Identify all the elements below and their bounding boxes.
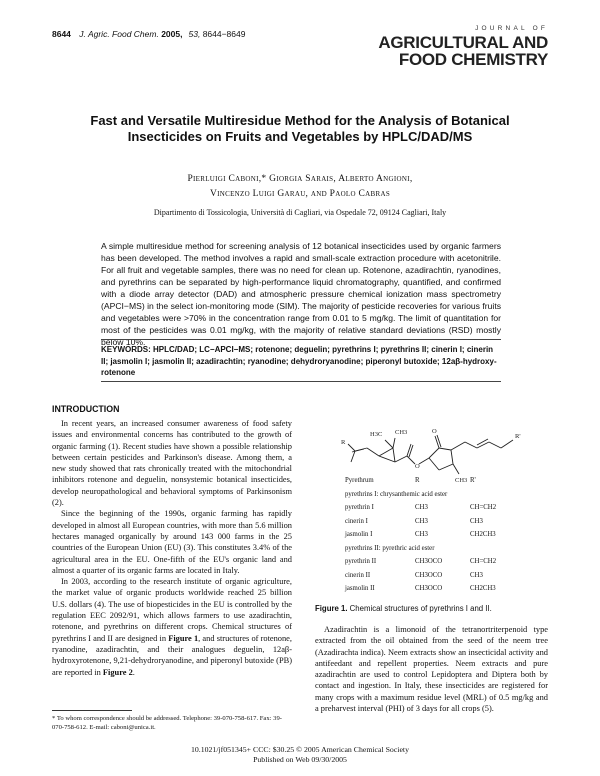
authors-line-1: Pierluigi Caboni,* Giorgia Sarais, Alberto Angioni,: [187, 174, 413, 184]
doi-copyright-line: 10.1021/jf051345+ CCC: $30.25 © 2005 American Chemical Society: [190, 745, 409, 754]
paragraph: Azadirachtin is a limonoid of the tetranortriterpenoid type extracted from the oil obtained from the seed of the neem tree (Azadirachta indica). Neem extracts show an insecticidal activity and antifeedant and repellent properties. Neem extracts and pure azadirachtin are used to control Lepidoptera and Diptera both by contact and ingestion. In Italy, these insecticides are registered for many crops with a maximum residue level (MRL) of 0.5 mg/kg and a preharvest interval (PHI) of 3 days for all crops (5).: [315, 625, 548, 714]
table-cell: CH3OCO: [415, 571, 443, 579]
section-heading-introduction: INTRODUCTION: [52, 404, 120, 414]
figure-caption-text: Chemical structures of pyrethrins I and II.: [349, 604, 492, 613]
journal-logo: [378, 26, 548, 68]
table-row: [345, 555, 535, 569]
table-header-cell: R: [415, 477, 420, 485]
atom-label-r: R: [341, 439, 346, 446]
atom-label-oxygen: O: [432, 428, 437, 435]
table-cell: CH3OCO: [415, 558, 443, 566]
article-title: Fast and Versatile Multiresidue Method for the Analysis of Botanical Insecticides on Fruits and Vegetables by HPLC/DAD/MS: [90, 113, 510, 144]
table-cell: CH2CH3: [470, 585, 496, 593]
table-header-row: [345, 474, 535, 488]
figure-label: Figure 1.: [315, 604, 348, 613]
table-group-label: pyrethrins I: chrysanthemic acid ester: [345, 490, 448, 498]
table-cell: CH=CH2: [470, 504, 497, 512]
running-header: [52, 29, 245, 39]
table-cell: CH3: [470, 517, 483, 525]
paragraph: [52, 576, 292, 678]
right-column-text: [315, 624, 548, 714]
table-cell: CH3: [470, 571, 483, 579]
page-footer: [150, 745, 450, 764]
footnote-rule: [52, 710, 132, 711]
publication-date-line: Published on Web 09/30/2005: [253, 754, 347, 764]
logo-line-2: AGRICULTURAL AND: [378, 32, 548, 52]
paragraph: Since the beginning of the 1990s, organic farming has rapidly developed in almost all European countries, with more than 5.6 million hectares managed organically by around 143 000 farms in the 25 countries of the European Union (EU) (3). This constitutes 3.4% of the agricultural area in the EU. One-fifth of the EU's organic land and almost a quarter of its organic farms are located in Italy.: [52, 509, 292, 575]
left-column-text: [52, 418, 292, 678]
atom-label-ch3: CH3: [455, 477, 468, 484]
table-cell: jasmolin II: [345, 585, 375, 593]
citation-pages: 8644−8649: [202, 29, 246, 39]
table-cell: CH3: [415, 531, 428, 539]
keywords-divider-top: [101, 339, 501, 340]
table-group-label: pyrethrins II: pyrethric acid ester: [345, 544, 435, 552]
paragraph-text: In 2003, according to the research institute of organic agriculture, the market value of organic products worldwide reached 25 billion U.S. dollars (4). The use of biopesticides in the EU is controlled by the regulation EEC 2092/91, which allows farmers to use azadirachtin, rotenone, and pyrethrins on different crops. Chemical structures of pyrethrins I and II are designed in: [52, 577, 292, 643]
table-row: [345, 528, 535, 542]
table-header-cell: R': [470, 477, 476, 485]
figure-1-link[interactable]: Figure 1: [168, 633, 199, 643]
table-cell: CH3: [415, 504, 428, 512]
paragraph: In recent years, an increased consumer awareness of food safety issues and environmental concerns has contributed to the growth of organic farming (1). Recent studies have shown a possible relationship between certain pesticides and Parkinson's disease. Among them, a new study showed that rats chronically treated with the mitochondrial inhibitors rotenone and deguelin, nonsystemic botanical insecticides, develop neuropathological and behavioral symptoms of Parkinsonism (2).: [52, 419, 292, 508]
table-cell: CH3OCO: [415, 585, 443, 593]
pyrethrin-substituent-table: [345, 474, 535, 596]
table-cell: jasmolin I: [345, 531, 373, 539]
paragraph-text: , and structures of rotenone, ryanodine, azadirachtin, and their analogues deguelin, 12aβ-hydroxyrotenone, 9,21-dehydroryanodine, and piperonyl butoxide (PB) are reported in: [52, 633, 292, 677]
paragraph-text: .: [132, 667, 135, 677]
table-cell: cinerin I: [345, 517, 368, 525]
logo-line-1: JOURNAL OF: [475, 25, 548, 32]
journal-abbrev: J. Agric. Food Chem.: [79, 29, 159, 39]
keywords-label: KEYWORDS:: [101, 345, 151, 354]
affiliation: Dipartimento di Tossicologia, Università di Cagliari, via Ospedale 72, 09124 Cagliari, Italy: [153, 208, 447, 217]
page-number: 8644: [52, 29, 71, 39]
table-cell: pyrethrin I: [345, 504, 374, 512]
figure-caption: [315, 604, 492, 613]
correspondence-footnote: * To whom correspondence should be addressed. Telephone: 39-070-758-617. Fax: 39-070-758-612. E-mail: caboni@unica.it.: [52, 715, 282, 731]
citation-year: 2005,: [161, 29, 183, 39]
figure-2-link[interactable]: Figure 2: [102, 667, 133, 677]
table-cell: CH3: [415, 517, 428, 525]
table-cell: cinerin II: [345, 571, 371, 579]
keywords-divider-bottom: [101, 381, 501, 382]
author-list: [80, 172, 520, 202]
atom-label-ch3: CH3: [395, 429, 408, 436]
abstract: A simple multiresidue method for screening analysis of 12 botanical insecticides used by organic farmers has been developed. The method involves a rapid and small-scale extraction procedure with acetonitrile. For all fruit and vegetable samples, there was no need for clean up. Rotenone, azadirachtin, ryanodines, and pyrethrins can be separated by high-performance liquid chromatography, quantified, and confirmed with a diode array detector (DAD) and atmospheric pressure chemical ionization mass spectrometry (APCI−MS) in the select ion-monitoring mode (SIM). The majority of pesticide recoveries for various fruits and vegetables were >70% in the concentration range from 0.01 to 5 mg/kg. The limit of quantitation for most of the pesticides was 0.01 mg/kg, with the majority of relative standard deviations (RSD) mostly below 10%.: [101, 241, 501, 347]
table-cell: pyrethrin II: [345, 558, 377, 566]
table-row: [345, 515, 535, 529]
logo-line-3: FOOD CHEMISTRY: [398, 49, 548, 69]
table-row: [345, 501, 535, 515]
molecule-bonds: [348, 435, 513, 474]
citation-volume: 53,: [188, 29, 201, 39]
table-header-cell: Pyrethrum: [345, 477, 374, 485]
table-row: [345, 582, 535, 596]
keywords-list: HPLC/DAD; LC−APCI−MS; rotenone; deguelin; pyrethrins I; pyrethrins II; cinerin I; cinerin II; jasmolin I; jasmolin II; azadirachtin; ryanodine; dehydroryanodine; piperonyl butoxide; 12aβ-hydroxy-rotenone: [101, 345, 497, 377]
table-cell: CH2CH3: [470, 531, 496, 539]
atom-label-oxygen: O: [415, 463, 420, 470]
table-row: [345, 569, 535, 583]
authors-line-2: Vincenzo Luigi Garau, and Paolo Cabras: [209, 189, 391, 199]
table-cell: CH=CH2: [470, 558, 497, 566]
atom-label-h3c: H3C: [370, 431, 383, 438]
keywords-block: [101, 344, 501, 379]
atom-label-r-prime: R': [515, 433, 521, 440]
